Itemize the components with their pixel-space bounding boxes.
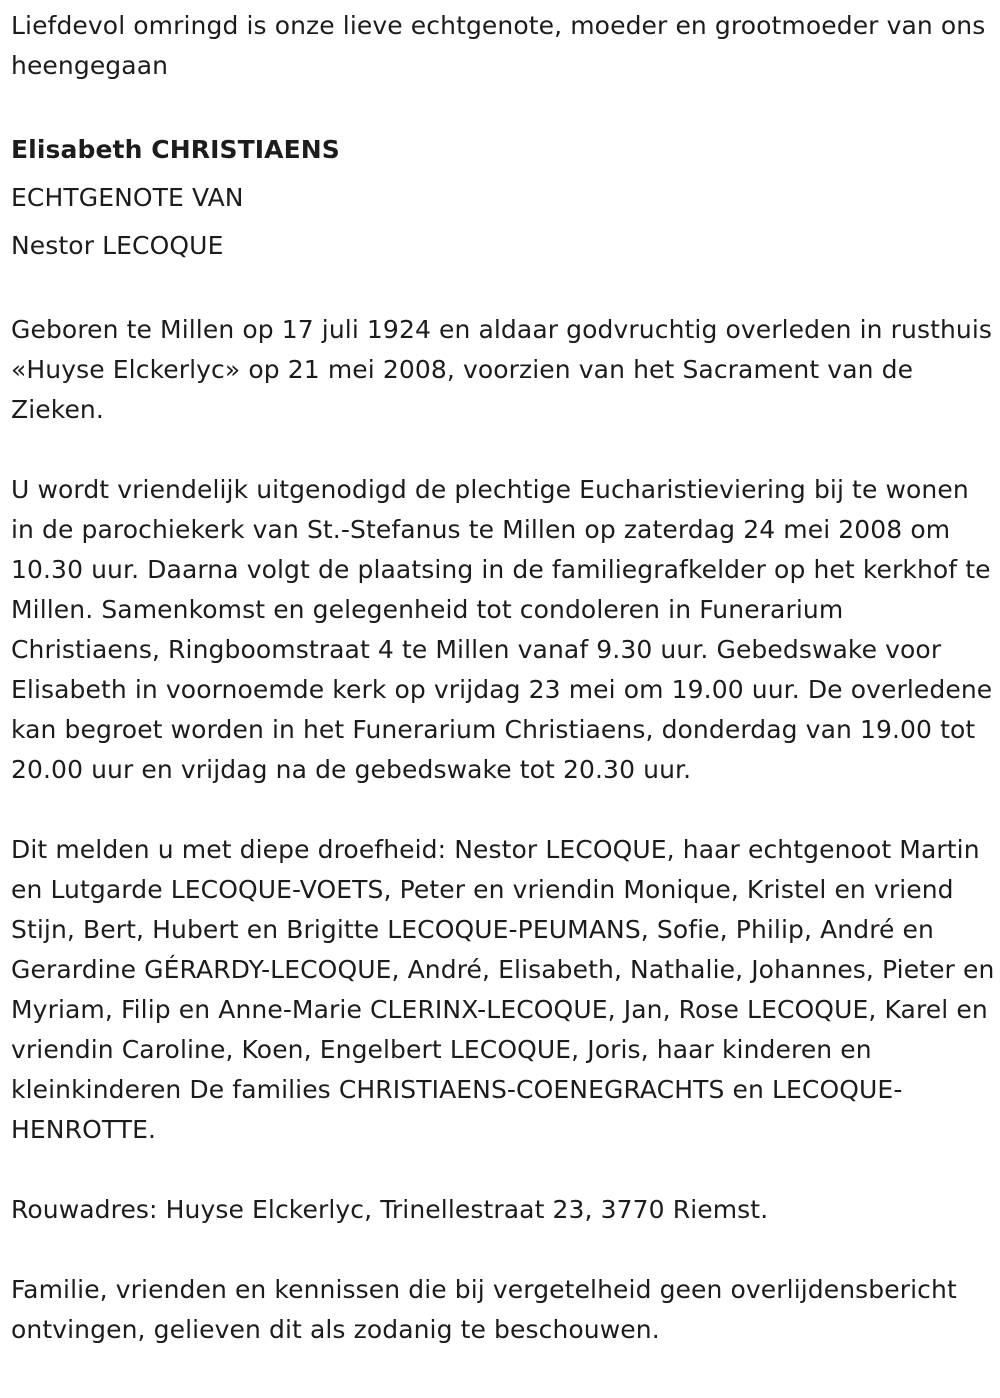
relation-label: ECHTGENOTE VAN — [11, 183, 244, 212]
announcement-paragraph: Dit melden u met diepe droefheid: Nestor LECOQUE, haar echtgenoot Martin en Lutgarde LECOQUE-VOETS, Peter en vriendin Monique, Kristel en vriend Stijn, Bert, Hubert en Brigitte LECOQUE-PEUMANS, Sofie, Philip, André en Gerardine GÉRARDY-LECOQUE, André, Elisabeth, Nathalie, Johannes, Pieter en Myriam, Filip en Anne-Marie CLERINX-LECOQUE, Jan, Rose LECOQUE, Karel en vriendin Caroline, Koen, Engelbert LECOQUE, Joris, haar kinderen en kleinkinderen De families CHRISTIAENS-COENEGRACHTS en LECOQUE-HENROTTE. — [11, 835, 995, 1144]
spouse-name: Nestor LECOQUE — [11, 231, 224, 260]
deceased-name: Elisabeth CHRISTIAENS — [11, 135, 340, 164]
birth-death-paragraph: Geboren te Millen op 17 juli 1924 en aldaar godvruchtig overleden in rusthuis «Huyse Elckerlyc» op 21 mei 2008, voorzien van het Sacrament van de Zieken. — [11, 315, 993, 424]
address-paragraph: Rouwadres: Huyse Elckerlyc, Trinellestraat 23, 3770 Riemst. — [11, 1195, 769, 1224]
deceased-block — [11, 126, 996, 270]
obituary-document — [11, 6, 996, 1350]
intro-text: Liefdevol omringd is onze lieve echtgenote, moeder en grootmoeder van ons heengegaan — [11, 11, 986, 80]
ceremony-paragraph: U wordt vriendelijk uitgenodigd de plechtige Eucharistieviering bij te wonen in de parochiekerk van St.-Stefanus te Millen op zaterdag 24 mei 2008 om 10.30 uur. Daarna volgt de plaatsing in de familiegrafkelder op het kerkhof te Millen. Samenkomst en gelegenheid tot condoleren in Funerarium Christiaens, Ringboomstraat 4 te Millen vanaf 9.30 uur. Gebedswake voor Elisabeth in voornoemde kerk op vrijdag 23 mei om 19.00 uur. De overledene kan begroet worden in het Funerarium Christiaens, donderdag van 19.00 tot 20.00 uur en vrijdag na de gebedswake tot 20.30 uur. — [11, 475, 993, 784]
closing-paragraph: Familie, vrienden en kennissen die bij vergetelheid geen overlijdensbericht ontvingen, gelieven dit als zodanig te beschouwen. — [11, 1275, 957, 1344]
